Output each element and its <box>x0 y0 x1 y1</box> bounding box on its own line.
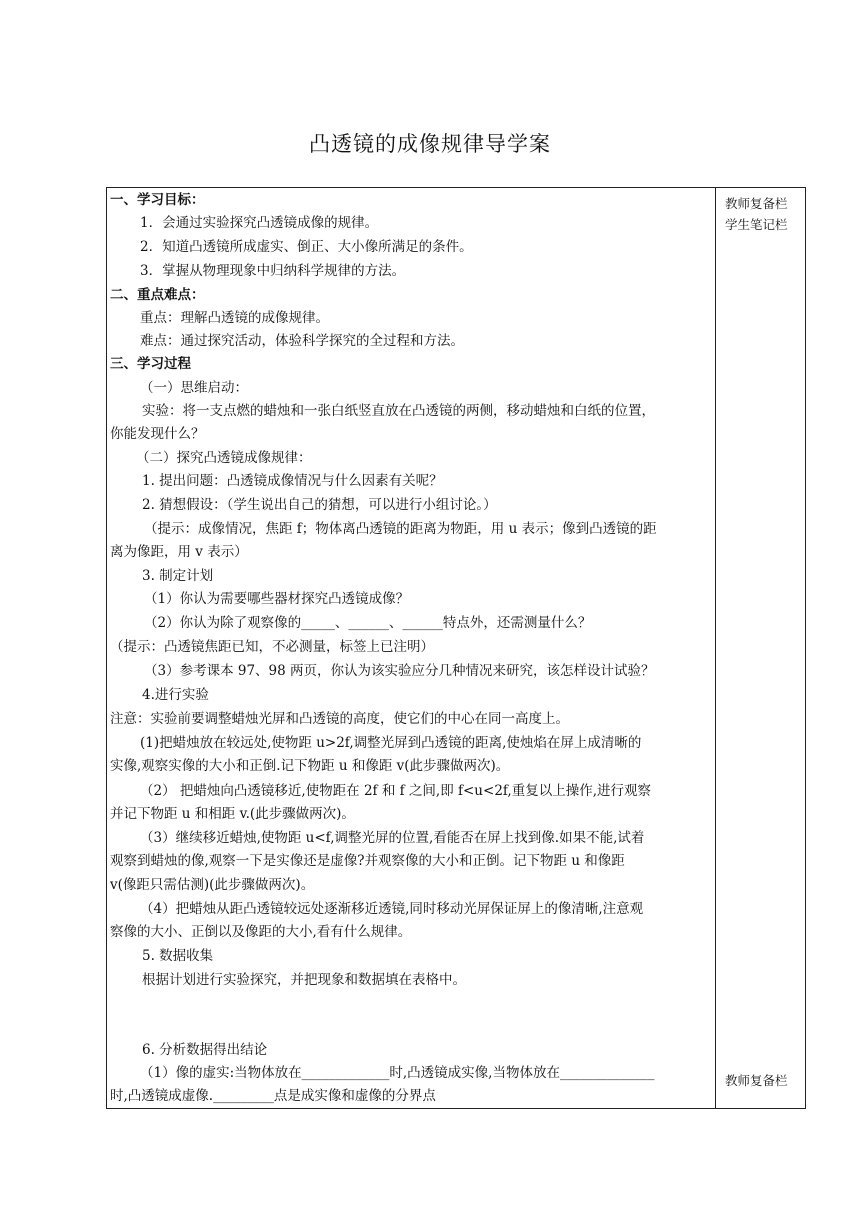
page-title: 凸透镜的成像规律导学案 <box>309 132 551 156</box>
experiment-3-line1: （3）继续移近蜡烛,使物距 u<f,调整光屏的位置,看能否在屏上找到像.如果不能,试着 <box>140 830 645 846</box>
experiment-2-line1: （2） 把蜡烛向凸透镜移近,使物距在 2f 和 f 之间,即 f<u<2f,重复以上操作,进行观察 <box>140 783 652 799</box>
step-5-data: 5. 数据收集 <box>142 948 214 964</box>
conclusion-1-line2: 时,凸透镜成虚像._________点是成实像和虚像的分界点 <box>110 1088 436 1104</box>
objective-1: 1．会通过实验探究凸透镜成像的规律。 <box>140 215 379 231</box>
step-3-plan: 3. 制定计划 <box>142 568 214 584</box>
warmup-text-line1: 实验：将一支点燃的蜡烛和一张白纸竖直放在凸透镜的两侧，移动蜡烛和白纸的位置， <box>142 403 655 419</box>
plan-question-3: （3）参考课本 97、98 两页，你认为该实验应分几种情况来研究，该怎样设计试验？ <box>144 663 655 679</box>
plan-question-1: （1）你认为需要哪些器材探究凸透镜成像？ <box>144 591 410 607</box>
difficult-point: 难点：通过探究活动，体验科学探究的全过程和方法。 <box>140 333 464 349</box>
teacher-notes-label: 教师复备栏 <box>725 196 788 211</box>
explore-heading: （二）探究凸透镜成像规律： <box>136 450 312 466</box>
conclusion-1-line1: （1）像的虚实:当物体放在_____________时,凸透镜成实像,当物体放在______________ <box>140 1065 655 1081</box>
data-instruction: 根据计划进行实验探究，并把现象和数据填在表格中。 <box>142 972 466 988</box>
experiment-1-line1: (1)把蜡烛放在较远处,使物距 u>2f,调整光屏到凸透镜的距离,使烛焰在屏上成清晰的 <box>140 735 642 751</box>
hint-line1: （提示：成像情况，焦距 f；物体离凸透镜的距离为物距，用 u 表示；像到凸透镜的距 <box>144 521 657 537</box>
step-2-hypothesis: 2. 猜想假设：（学生说出自己的猜想，可以进行小组讨论。） <box>142 497 497 513</box>
step-4-experiment: 4.进行实验 <box>142 687 209 703</box>
step-6-conclusion: 6. 分析数据得出结论 <box>142 1042 268 1058</box>
warmup-text-line2: 你能发现什么？ <box>110 426 205 442</box>
experiment-2-line2: 并记下物距 u 和相距 v.(此步骤做两次)。 <box>110 806 355 822</box>
experiment-4-line2: 察像的大小、正倒以及像距的大小,看有什么规律。 <box>110 924 412 940</box>
step-1-question: 1. 提出问题：凸透镜成像情况与什么因素有关呢？ <box>142 473 443 489</box>
experiment-3-line2: 观察到蜡烛的像,观察一下是实像还是虚像?并观察像的大小和正倒。记下物距 u 和像距 <box>110 853 625 869</box>
section-heading-objectives: 一、学习目标： <box>110 192 205 208</box>
experiment-4-line1: （4）把蜡烛从距凸透镜较远处逐渐移近透镜,同时移动光屏保证屏上的像清晰,注意观 <box>140 901 644 917</box>
section-heading-process: 三、学习过程 <box>110 356 191 372</box>
plan-question-2: （2）你认为除了观察像的_____、______、______特点外，还需测量什么？ <box>144 615 592 631</box>
experiment-note: 注意：实验前要调整蜡烛光屏和凸透镜的高度，使它们的中心在同一高度上。 <box>110 711 569 727</box>
student-notes-label: 学生笔记栏 <box>725 217 788 232</box>
teacher-notes-label-bottom: 教师复备栏 <box>725 1073 788 1088</box>
objective-2: 2．知道凸透镜所成虚实、倒正、大小像所满足的条件。 <box>140 239 473 255</box>
key-point: 重点：理解凸透镜的成像规律。 <box>140 310 329 326</box>
warmup-heading: （一）思维启动： <box>140 380 248 396</box>
hint-focal-length: （提示：凸透镜焦距已知，不必测量，标签上已注明） <box>110 639 434 655</box>
objective-3: 3．掌握从物理现象中归纳科学规律的方法。 <box>140 263 406 279</box>
section-heading-key-points: 二、重点难点： <box>110 287 205 303</box>
hint-line2: 离为像距，用 v 表示） <box>110 544 248 560</box>
experiment-3-line3: v(像距只需估测)(此步骤做两次)。 <box>110 877 315 893</box>
experiment-1-line2: 实像,观察实像的大小和正倒.记下物距 u 和像距 v(此步骤做两次)。 <box>110 758 510 774</box>
